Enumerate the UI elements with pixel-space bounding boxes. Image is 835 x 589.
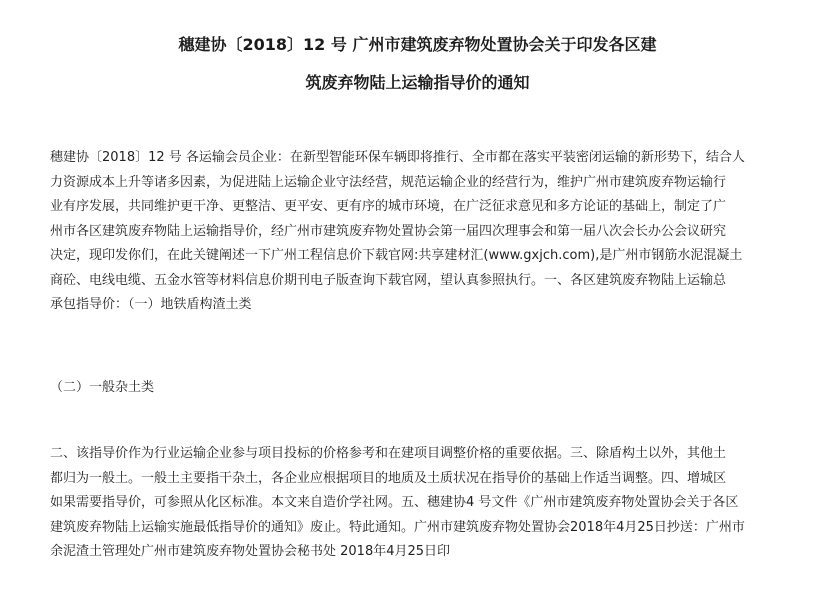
body-paragraph-intro xyxy=(50,146,795,318)
title-line: 筑废弃物陆上运输指导价的通知 xyxy=(305,73,530,92)
paragraph-line: 决定，现印发你们，在此关键阐述一下广州工程信息价下载官网:共享建材汇(www.gxjch.com),是广州市钢筋水泥混凝土 xyxy=(50,248,743,263)
paragraph-line: 商砼、电线电缆、五金水管等材料信息价期刊电子版查询下载官网，望认真参照执行。一、各区建筑废弃物陆上运输总 xyxy=(50,272,727,288)
paragraph-line: 二、该指导价作为行业运输企业参与项目投标的价格参考和在建项目调整价格的重要依据。三、除盾构土以外，其他土 xyxy=(50,446,727,461)
paragraph-line: 力资源成本上升等诸多因素，为促进陆上运输企业守法经营，规范运输企业的经营行为，维护广州市建筑废弃物运输行 xyxy=(50,174,727,190)
paragraph-line: 业有序发展，共同维护更干净、更整洁、更平安、更有序的城市环境，在广泛征求意见和多方论证的基础上，制定了广 xyxy=(50,199,727,214)
body-paragraph-soil-type xyxy=(50,376,795,401)
document-title xyxy=(0,26,835,102)
paragraph-line: 如果需要指导价，可参照从化区标准。本文来自造价学社网。五、穗建协4 号文件《广州市建筑废弃物处置协会关于各区 xyxy=(50,495,739,510)
paragraph-line: 州市各区建筑废弃物陆上运输指导价，经广州市建筑废弃物处置协会第一届四次理事会和第一届八次会长办公会议研究 xyxy=(50,223,727,239)
paragraph-line: 承包指导价：（一）地铁盾构渣土类 xyxy=(50,297,252,312)
body-paragraph-closing xyxy=(50,442,795,565)
paragraph-line: 余泥渣土管理处广州市建筑废弃物处置协会秘书处 2018年4月25日印 xyxy=(50,544,451,559)
paragraph-line: 建筑废弃物陆上运输实施最低指导价的通知》废止。特此通知。广州市建筑废弃物处置协会2018年4月25日抄送：广州市 xyxy=(50,519,745,535)
paragraph-line: 都归为一般土。一般土主要指干杂土，各企业应根据项目的地质及土质状况在指导价的基础上作适当调整。四、增城区 xyxy=(50,470,727,486)
paragraph-line: （二）一般杂土类 xyxy=(50,380,155,395)
title-line: 穗建协〔2018〕12 号 广州市建筑废弃物处置协会关于印发各区建 xyxy=(178,35,657,54)
paragraph-line: 穗建协〔2018〕12 号 各运输会员企业：在新型智能环保车辆即将推行、全市都在落实平装密闭运输的新形势下，结合人 xyxy=(50,150,745,165)
